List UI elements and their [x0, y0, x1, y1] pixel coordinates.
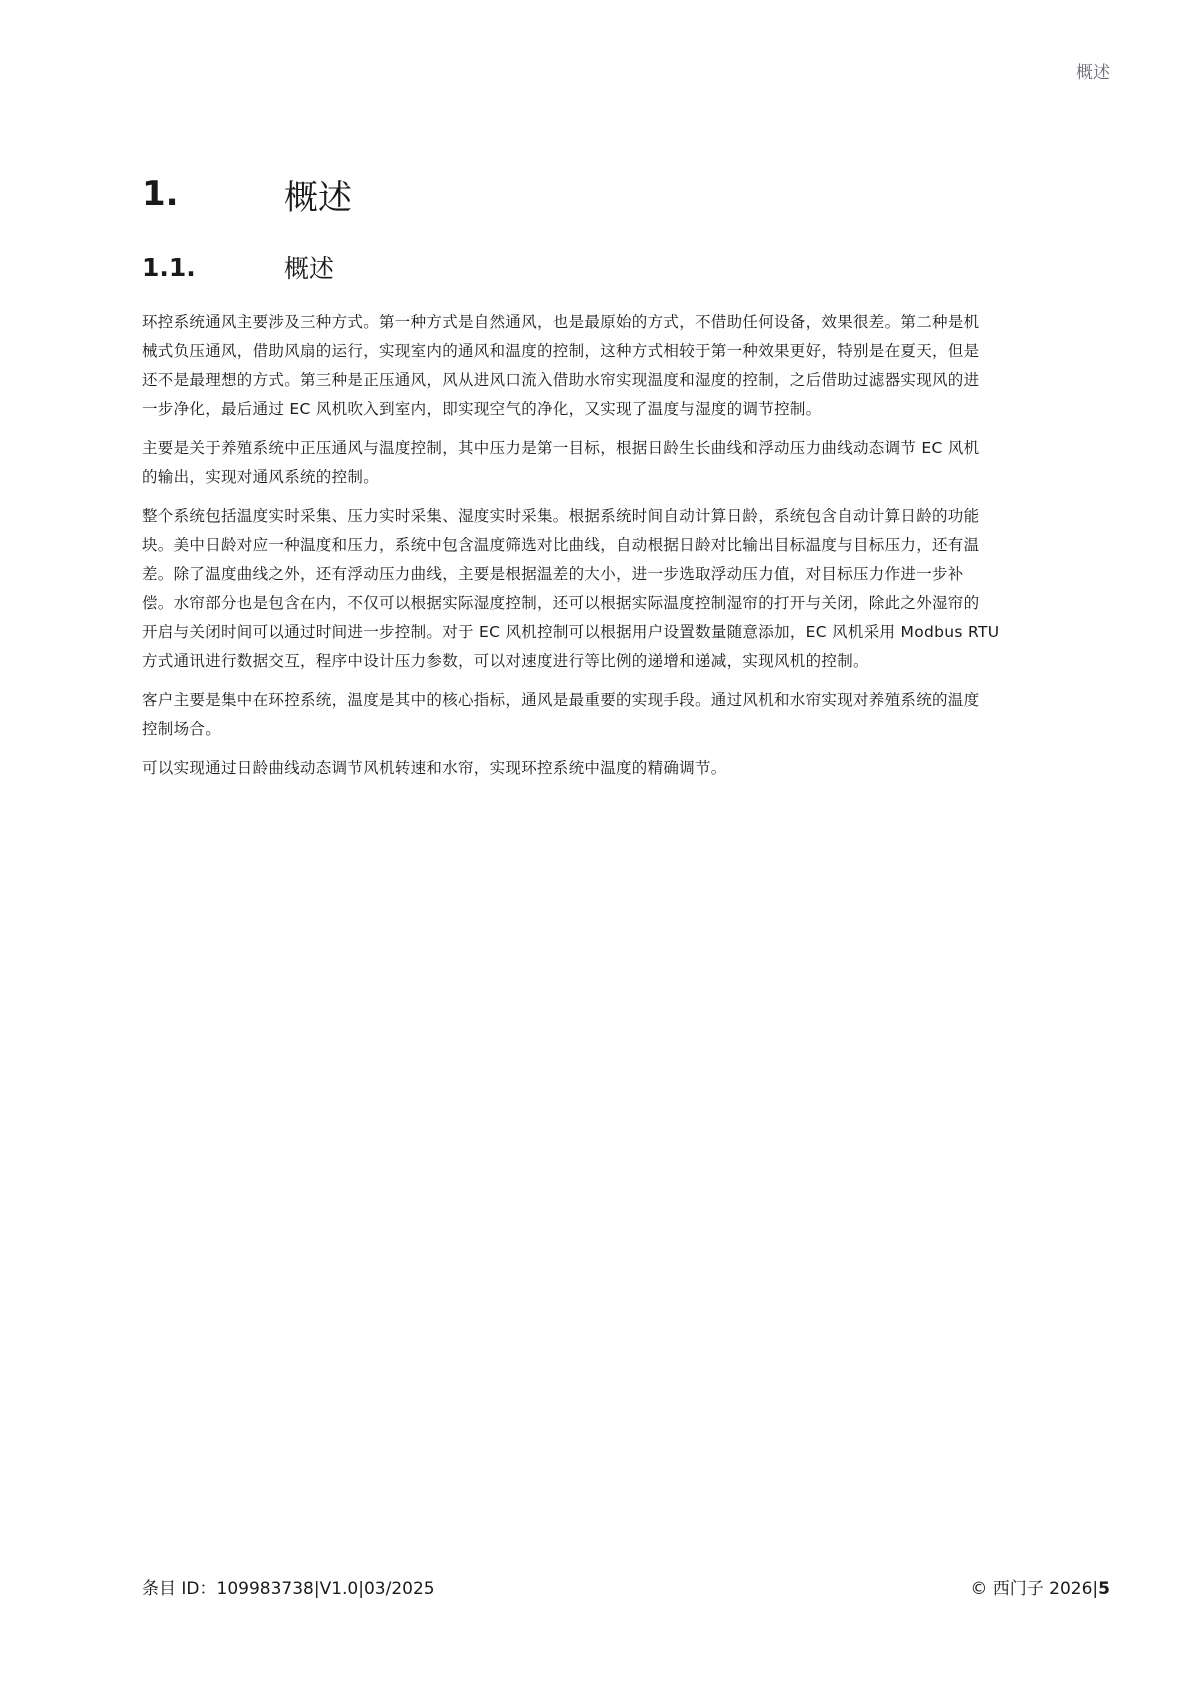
text-line: 一步净化，最后通过 EC 风机吹入到室内，即实现空气的净化，又实现了温度与湿度的调节控制。 [142, 400, 822, 418]
page-number: 5 [1098, 1579, 1110, 1599]
text-line: 客户主要是集中在环控系统，温度是其中的核心指标，通风是最重要的实现手段。通过风机和水帘实现对养殖系统的温度 [142, 691, 980, 709]
footer-document-id: 条目 ID：109983738|V1.0|03/2025 [142, 1579, 435, 1599]
heading-2-number: 1.1. [142, 252, 196, 282]
text-line: 整个系统包括温度实时采集、压力实时采集、湿度实时采集。根据系统时间自动计算日龄，系统包含自动计算日龄的功能 [142, 507, 980, 525]
paragraph [142, 308, 1102, 424]
heading-1-title: 概述 [284, 177, 352, 218]
running-header: 概述 [1076, 63, 1110, 83]
footer-copyright [970, 1574, 1110, 1599]
text-line: 可以实现通过日龄曲线动态调节风机转速和水帘，实现环控系统中温度的精确调节。 [142, 759, 727, 777]
text-line: 控制场合。 [142, 720, 222, 738]
text-line: 开启与关闭时间可以通过时间进一步控制。对于 EC 风机控制可以根据用户设置数量随意添加，EC 风机采用 Modbus RTU [142, 623, 1000, 641]
text-line: 还不是最理想的方式。第三种是正压通风，风从进风口流入借助水帘实现温度和湿度的控制，之后借助过滤器实现风的进 [142, 371, 980, 389]
text-line: 差。除了温度曲线之外，还有浮动压力曲线，主要是根据温差的大小，进一步选取浮动压力值，对目标压力作进一步补 [142, 565, 964, 583]
heading-1-number: 1. [142, 174, 179, 214]
heading-1 [142, 172, 352, 216]
text-line: 方式通讯进行数据交互，程序中设计压力参数，可以对速度进行等比例的递增和递减，实现风机的控制。 [142, 652, 869, 670]
paragraph [142, 502, 1102, 676]
paragraph [142, 434, 1102, 492]
text-line: 的输出，实现对通风系统的控制。 [142, 468, 380, 486]
paragraph [142, 686, 1102, 744]
text-line: 械式负压通风，借助风扇的运行，实现室内的通风和温度的控制，这种方式相较于第一种效果更好，特别是在夏天，但是 [142, 342, 980, 360]
text-line: 环控系统通风主要涉及三种方式。第一种方式是自然通风，也是最原始的方式，不借助任何设备，效果很差。第二种是机 [142, 313, 980, 331]
heading-2-title: 概述 [284, 254, 335, 283]
text-line: 偿。水帘部分也是包含在内，不仅可以根据实际湿度控制，还可以根据实际温度控制湿帘的打开与关闭，除此之外湿帘的 [142, 594, 980, 612]
copyright-text: © 西门子 2026| [970, 1579, 1099, 1599]
heading-2 [142, 250, 334, 284]
body-text [142, 308, 1102, 793]
text-line: 块。美中日龄对应一种温度和压力，系统中包含温度筛选对比曲线，自动根据日龄对比输出目标温度与目标压力，还有温 [142, 536, 980, 554]
paragraph [142, 754, 1102, 783]
text-line: 主要是关于养殖系统中正压通风与温度控制，其中压力是第一目标，根据日龄生长曲线和浮动压力曲线动态调节 EC 风机 [142, 439, 980, 457]
